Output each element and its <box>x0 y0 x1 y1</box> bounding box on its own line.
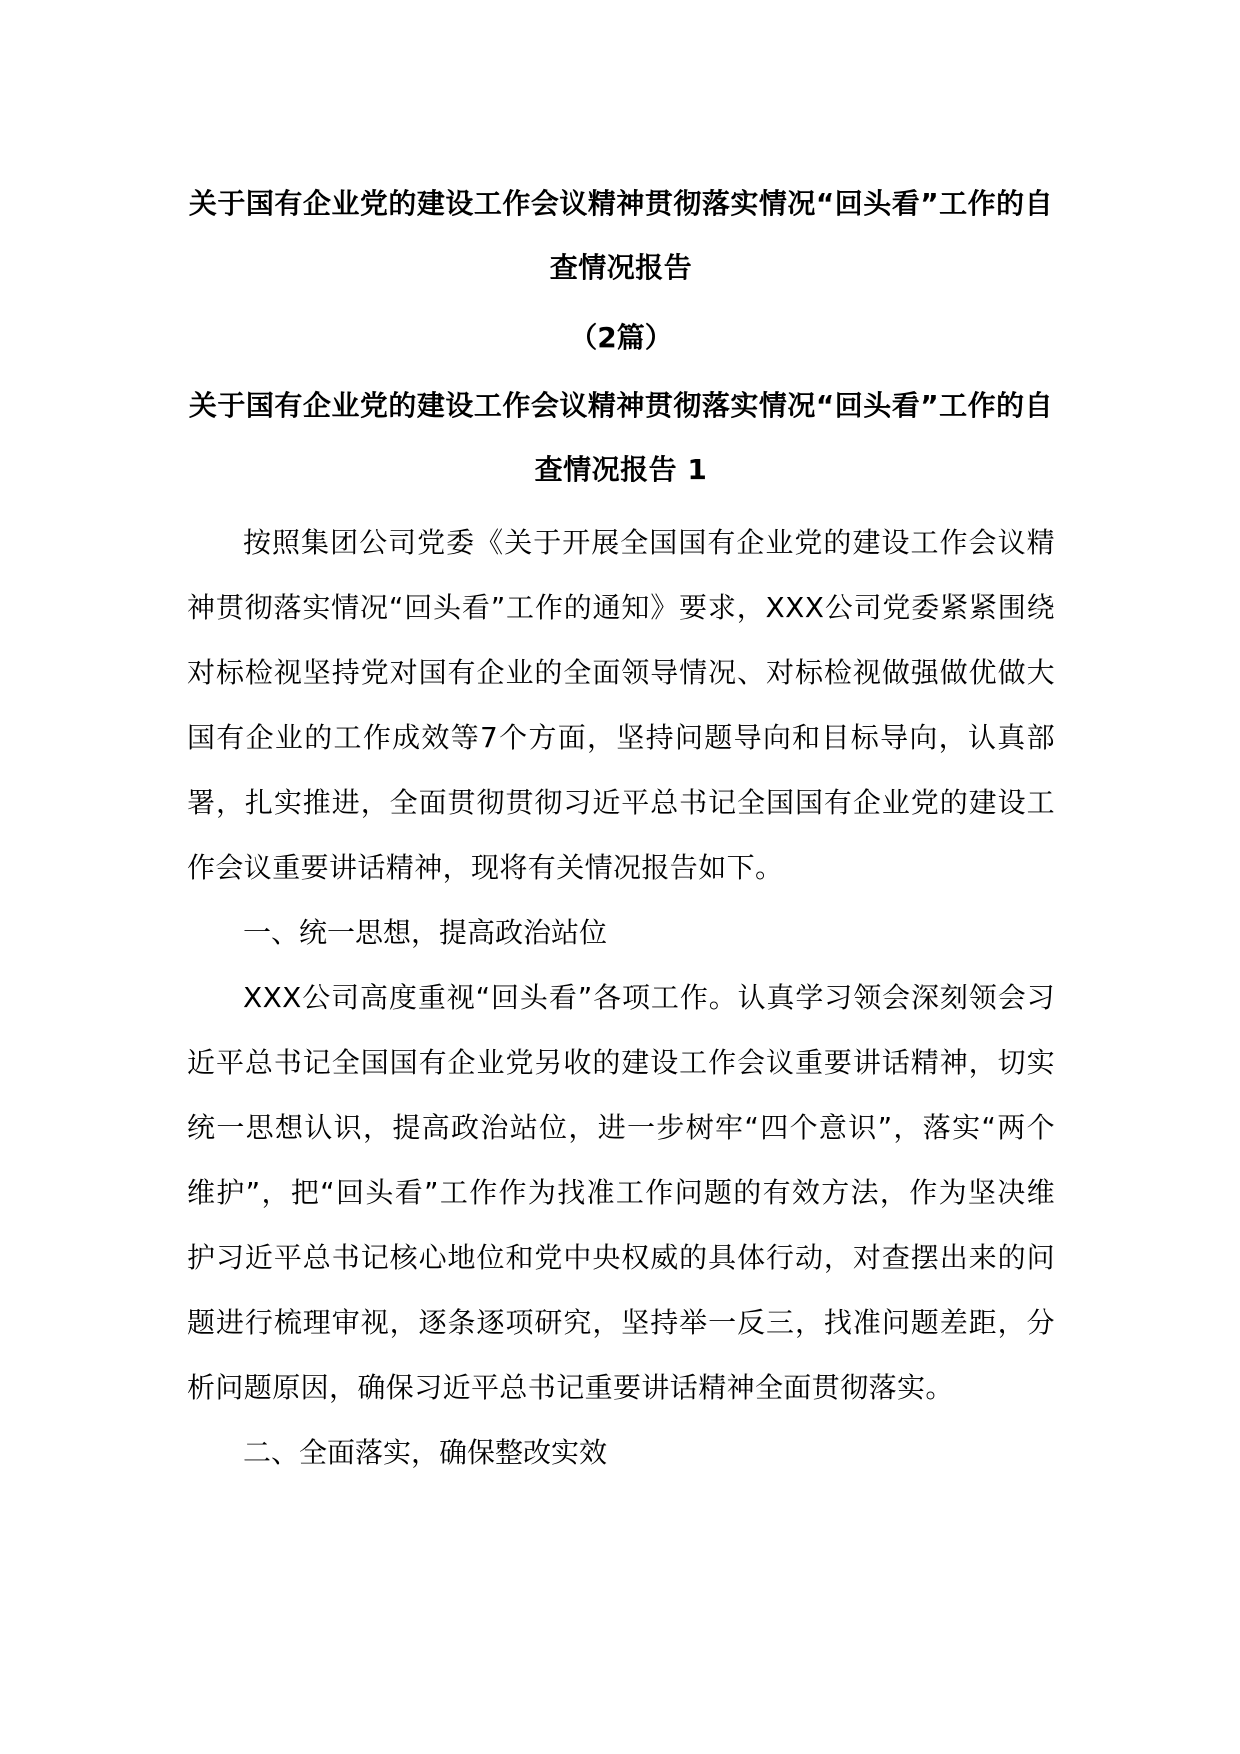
document-title: 关于国有企业党的建设工作会议精神贯彻落实情况“回头看”工作的自查情况报告 <box>188 187 1054 284</box>
part1-title: 关于国有企业党的建设工作会议精神贯彻落实情况“回头看”工作的自查情况报告 1 <box>188 389 1054 486</box>
section2-heading: 二、全面落实，确保整改实效 <box>243 1436 608 1469</box>
document-body <box>187 172 1055 1485</box>
intro-paragraph: 按照集团公司党委《关于开展全国国有企业党的建设工作会议精神贯彻落实情况“回头看”工作的通知》要求，XXX公司党委紧紧围绕对标检视坚持党对国有企业的全面领导情况、对标检视做强做优做大国有企业的工作成效等7个方面，坚持问题导向和目标导向，认真部署，扎实推进，全面贯彻贯彻习近平总书记全国国有企业党的建设工作会议重要讲话精神，现将有关情况报告如下。 <box>187 526 1055 884</box>
article-count-note: （2篇） <box>569 321 673 354</box>
section1-paragraph: XXX公司高度重视“回头看”各项工作。认真学习领会深刻领会习近平总书记全国国有企业党另收的建设工作会议重要讲话精神，切实统一思想认识，提高政治站位，进一步树牢“四个意识”，落实“两个维护”，把“回头看”工作作为找准工作问题的有效方法，作为坚决维护习近平总书记核心地位和党中央权威的具体行动，对查摆出来的问题进行梳理审视，逐条逐项研究，坚持举一反三，找准问题差距，分析问题原因，确保习近平总书记重要讲话精神全面贯彻落实。 <box>187 981 1055 1404</box>
spacer <box>187 502 1055 510</box>
section1-heading: 一、统一思想，提高政治站位 <box>243 916 608 949</box>
